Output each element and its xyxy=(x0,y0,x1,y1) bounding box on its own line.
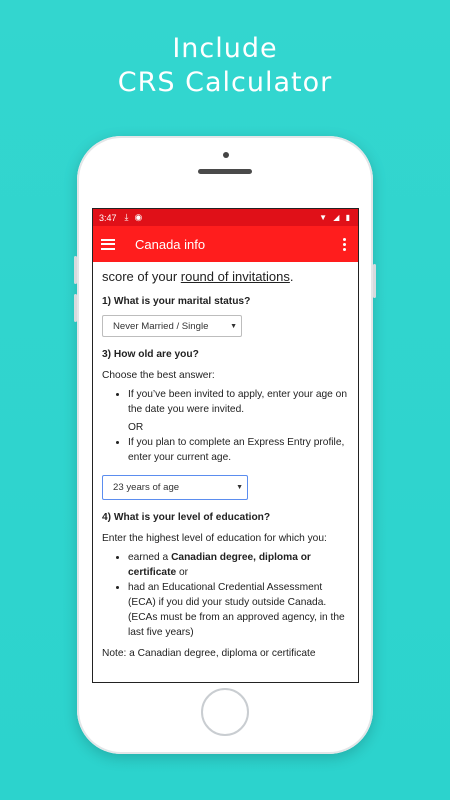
earpiece-speaker xyxy=(198,169,252,174)
edu-b1-bold: Canadian degree, diploma or certificate xyxy=(128,552,311,578)
lead-suffix: . xyxy=(289,269,294,284)
marital-status-select[interactable] xyxy=(102,315,242,337)
download-icon: ⤓ xyxy=(124,212,129,222)
age-bullets xyxy=(102,387,351,417)
edu-b1-prefix: earned a xyxy=(128,552,172,563)
hamburger-menu-icon[interactable] xyxy=(101,239,115,250)
app-bar xyxy=(93,226,358,262)
front-camera xyxy=(223,152,229,158)
headline-line1: Include xyxy=(172,33,278,64)
age-select[interactable] xyxy=(102,475,248,500)
home-button[interactable] xyxy=(201,688,249,736)
question-marital-status: 1) What is your marital status? xyxy=(102,296,251,307)
age-bullet-invited: • If you’ve been invited to apply, enter your age on the date you were invited. xyxy=(128,387,351,417)
education-bullet-eca: • had an Educational Credential Assessment (ECA) if you did your study outside Canada. (ECAs must be from an approved agency, in the last five years) xyxy=(128,580,351,640)
phone-frame xyxy=(77,136,373,754)
age-value: 23 years of age xyxy=(113,482,180,493)
age-bullets-2 xyxy=(102,435,351,465)
age-or: OR xyxy=(128,422,144,433)
education-bullet-canadian xyxy=(128,550,351,580)
lead-text xyxy=(102,268,351,286)
education-hint: Enter the highest level of education for which you: xyxy=(102,533,327,544)
edu-b1-suffix: or xyxy=(176,567,189,578)
overflow-menu-icon[interactable] xyxy=(339,234,350,255)
volume-down-button xyxy=(74,294,77,322)
education-note: Note: a Canadian degree, diploma or certificate xyxy=(102,648,316,659)
status-time: 3:47 xyxy=(99,212,117,223)
volume-up-button xyxy=(74,256,77,284)
round-of-invitations-link[interactable]: round of invitations xyxy=(180,269,290,284)
status-bar xyxy=(93,209,358,226)
age-bullet-plan: • If you plan to complete an Express Entry profile, enter your current age. xyxy=(128,435,351,465)
promo-headline xyxy=(0,32,450,100)
power-button xyxy=(373,264,376,298)
app-notification-icon: ◉ xyxy=(134,212,143,222)
app-title: Canada info xyxy=(135,236,206,252)
headline-line2: CRS Calculator xyxy=(117,67,333,98)
dropdown-caret-icon: ▼ xyxy=(236,484,243,491)
question-education: 4) What is your level of education? xyxy=(102,512,271,523)
education-bullets xyxy=(102,550,351,640)
system-icons: ▼ ◢ ▮ xyxy=(319,213,352,222)
question-age: 3) How old are you? xyxy=(102,349,199,360)
article-content xyxy=(93,262,358,661)
age-hint: Choose the best answer: xyxy=(102,370,215,381)
phone-screen xyxy=(92,208,359,683)
marital-status-value: Never Married / Single xyxy=(113,320,209,332)
lead-prefix: score of your xyxy=(102,269,181,284)
dropdown-caret-icon: ▼ xyxy=(230,322,237,330)
